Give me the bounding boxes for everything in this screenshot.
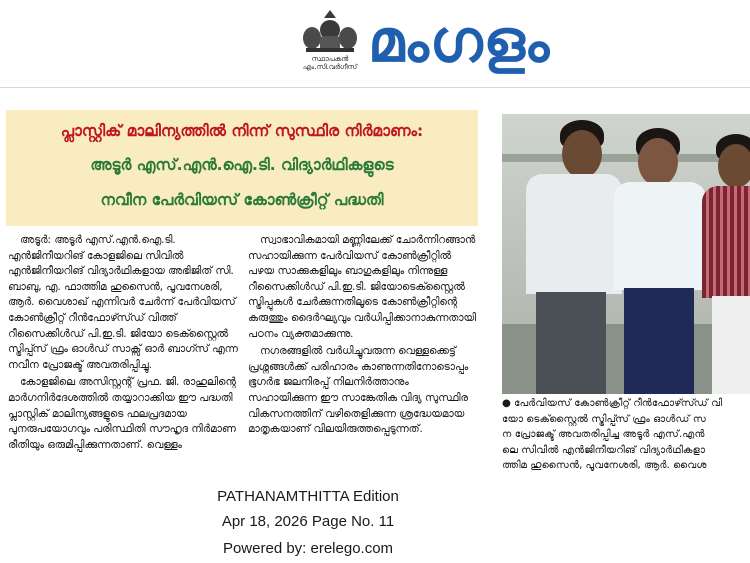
article-clipping [2,100,750,494]
caption-line: ന പ്രോജക്ട് അവതരിപ്പിച്ച അടൂർ എസ്.എൻ [502,429,705,441]
edition-label: PATHANAMTHITTA Edition [217,488,399,505]
article-paragraph: സ്വാഭാവികമായി മണ്ണിലേക്ക് ചോർന്നിറങ്ങാൻ സഹായിക്കുന്ന പേർവിയസ് കോൺക്രീറ്റിൽ പഴയ സാക്കുകളിലും ബാഗുകളിലും നിന്നുള്ള റീസൈക്കിൾഡ് പി.ഇ.ടി. ജിയോടെക്സ്റ്റൈൽ സ്ട്രിപ്പുകൾ ചേർക്കുന്നതിലൂടെ കോൺക്രീറ്റിന്റെ കരുത്തും ദൈർഘ്യവും വർധിപ്പിക്കാനാകുന്നതായി പഠനം വ്യക്തമാക്കുന്നു. [248,234,476,340]
date-page-label: Apr 18, 2026 Page No. 11 [221,513,395,530]
emblem-caption-line1: സ്ഥാപകൻ [311,55,349,63]
caption-line: ● പേർവിയസ് കോൺക്രീറ്റ് റീൻഫോഴ്സ്ഡ് വി [502,398,723,409]
photo-person [602,114,692,394]
headline-box [6,110,478,226]
photo-person [698,114,750,394]
powered-by-link[interactable]: Powered by: erelego.com [222,540,394,557]
emblem-caption [294,55,366,71]
article-photo [502,114,750,394]
emblem-caption-line2: എം.സി.വർഗീസ് [302,63,358,71]
headline-line-3: നവീന പേർവിയസ് കോൺക്രീറ്റ് പദ്ധതി [100,191,384,209]
masthead [0,0,750,88]
masthead-divider [0,87,750,88]
photo-caption [502,396,750,490]
article-paragraph: നഗരങ്ങളിൽ വർധിച്ചുവരുന്ന വെള്ളക്കെട്ട് പ്രശ്നങ്ങൾക്ക് പരിഹാരം കാണുന്നതിനോടൊപ്പം ഭൂഗർഭ ജലനിരപ്പ് നിലനിർത്താനും സഹായിക്കുന്ന ഈ സാങ്കേതിക വിദ്യ സുസ്ഥിര വികസനത്തിന് വഴിതെളിക്കുന്ന ശ്രദ്ധേയമായ മാതൃകയാണ് വിലയിരുത്തപ്പെടുന്നത്. [248,345,469,436]
caption-line: ത്തിമ ഹുസൈൻ, പൂവനേശരി, ആർ. വൈശ [502,460,707,472]
article-paragraph: കോളജിലെ അസിസ്റ്റന്റ് പ്രഫ. ജി. രാഹുലിന്റെ മാർഗനിർദേശത്തിൽ തയ്യാറാക്കിയ ഈ പദ്ധതി പ്ലാസ്റ്റിക് മാലിന്യങ്ങളുടെ ഫലപ്രദമായ പുനരുപയോഗവും പരിസ്ഥിതി സൗഹൃദ നിർമാണ രീതിയും ഒരുമിപ്പിക്കുന്നതാണ്. വെള്ളം [8,376,236,451]
article-column-2 [248,233,478,440]
newspaper-logo[interactable]: മംഗളം [368,7,551,75]
caption-line: യോ ടെക്സ്റ്റൈൽ സ്ട്രിപ്പ്സ് ഫ്രം ഓൾഡ് സ [502,413,706,425]
headline-line-2: അടൂർ എസ്.എൻ.ഐ.ടി. വിദ്യാർഥികളുടെ [90,156,394,174]
photo-person [506,114,602,394]
headline-line-1: പ്ലാസ്റ്റിക് മാലിന്യത്തിൽ നിന്ന് സുസ്ഥിര നിർമാണം: [60,122,424,140]
caption-line: ലെ സിവിൽ എൻജിനീയറിങ് വിദ്യാർഥികളാ [502,444,706,456]
article-column-1 [8,233,242,455]
article-paragraph: അടൂർ: അടൂർ എസ്.എൻ.ഐ.ടി. എൻജിനീയറിങ് കോളജിലെ സിവിൽ എൻജിനീയറിങ് വിദ്യാർഥികളായ അഭിജിത് സി. ബാബു, എ. ഫാത്തിമ ഹുസൈൻ, പൂവനേശരി, ആർ. വൈശാഖ് എന്നിവർ ചേർന്ന് പേർവിയസ് കോൺക്രീറ്റ് റീൻഫോഴ്സ്ഡ് വിത്ത് റീസൈക്കിൾഡ് പി.ഇ.ടി. ജിയോ ടെക്സ്റ്റൈൽ സ്ട്രിപ്പ്സ് ഫ്രം ഓൾഡ് സാക്സ് ഓർ ബാഗ്സ് എന്ന നവീന പ്രോജക്ട് അവതരിപ്പിച്ചു. [8,234,238,371]
